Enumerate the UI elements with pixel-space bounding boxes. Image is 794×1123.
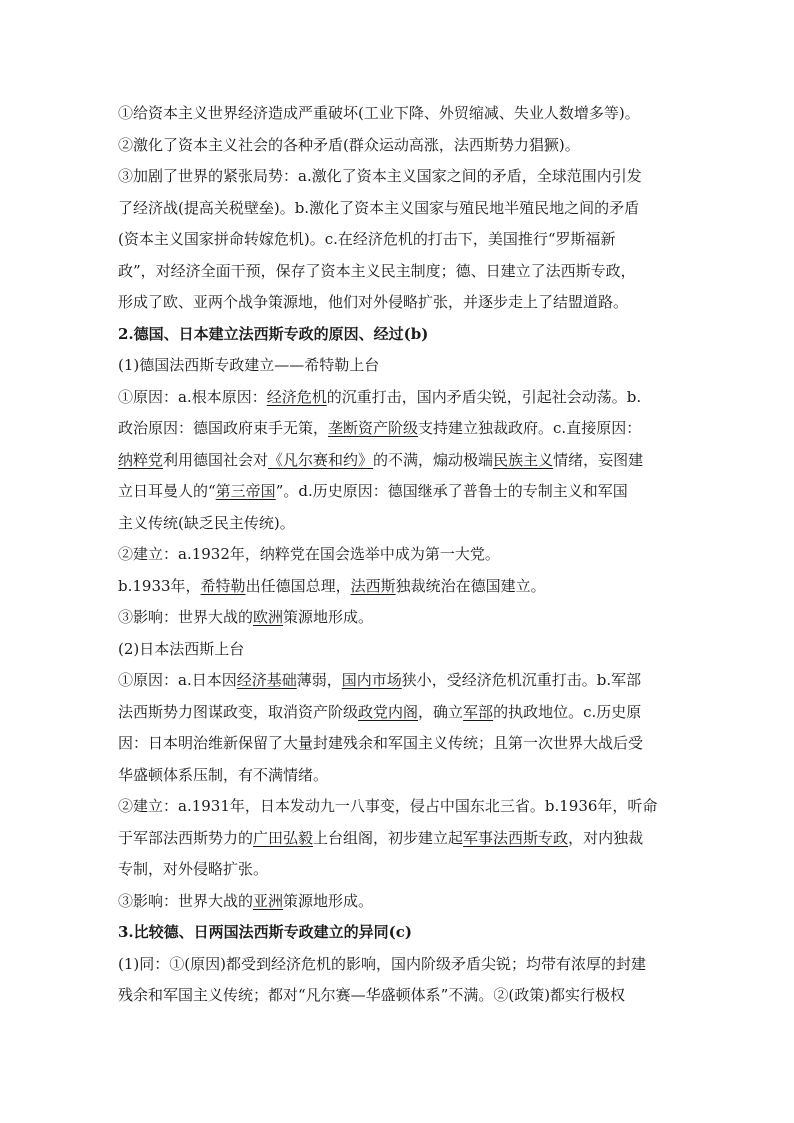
text-segment: 独裁统治在德国建立。 xyxy=(395,576,546,595)
text-segment: (资本主义国家拼命转嫁危机)。c.在经济危机的打击下，美国推行“罗斯福新 xyxy=(118,230,616,248)
text-line xyxy=(118,823,678,855)
text-segment: 专制，对外侵略扩张。 xyxy=(118,860,269,878)
underlined-term: 法西斯 xyxy=(350,576,396,595)
text-line xyxy=(118,665,678,697)
text-segment: 政治原因：德国政府束手无策， xyxy=(118,419,329,437)
underlined-term: 《凡尔赛和约》 xyxy=(268,450,374,469)
text-segment: ②激化了资本主义社会的各种矛盾(群众运动高涨，法西斯势力猖獗)。 xyxy=(118,135,580,154)
text-line xyxy=(118,382,678,414)
text-line xyxy=(118,854,678,886)
text-segment: b.1933年， xyxy=(118,576,201,595)
text-line xyxy=(118,697,678,729)
text-segment: 了经济战(提高关税壁垒)。b.激化了资本主义国家与殖民地半殖民地之间的矛盾 xyxy=(118,198,640,217)
text-segment: 利用德国社会对 xyxy=(163,450,269,469)
text-segment: 的执政地位。c.历史原 xyxy=(493,702,642,721)
text-segment: ”。d.历史原因：德国继承了普鲁士的专制主义和军国 xyxy=(275,482,628,500)
underlined-term: 欧洲 xyxy=(253,608,284,626)
text-segment: ③加剧了世界的紧张局势：a.激化了资本主义国家之间的矛盾，全球范围内引发 xyxy=(118,167,642,185)
underlined-term: 军部 xyxy=(463,702,494,721)
text-segment: ③影响：世界大战的 xyxy=(118,608,254,626)
underlined-term: 希特勒 xyxy=(200,576,246,595)
text-line xyxy=(118,508,678,540)
text-line xyxy=(118,571,678,603)
text-segment: 因：日本明治维新保留了大量封建残余和军国主义传统；且第一次世界大战后受 xyxy=(118,734,644,752)
text-segment: 出任德国总理， xyxy=(245,576,351,595)
text-segment: ①原因：a.根本原因： xyxy=(118,387,267,406)
text-line xyxy=(118,949,678,981)
underlined-term: 经济基础 xyxy=(236,671,297,689)
text-segment: 薄弱， xyxy=(296,671,342,689)
section-heading xyxy=(118,319,678,351)
text-line xyxy=(118,791,678,823)
underlined-term: 军事法西斯专政 xyxy=(463,828,569,847)
section-heading xyxy=(118,917,678,949)
text-segment: ②建立：a.1931年，日本发动九一八事变，侵占中国东北三省。b.1936年，听命 xyxy=(118,797,658,815)
text-line xyxy=(118,634,678,666)
document-body xyxy=(118,98,678,1012)
text-segment: ，确立 xyxy=(418,702,464,721)
underlined-term: 民族主义 xyxy=(493,450,554,469)
text-line xyxy=(118,256,678,288)
text-line xyxy=(118,98,678,130)
text-segment: 残余和军国主义传统；都对“凡尔赛—华盛顿体系”不满。②(政策)都实行极权 xyxy=(118,986,626,1004)
text-segment: 形成了欧、亚两个战争策源地，他们对外侵略扩张，并逐步走上了结盟道路。 xyxy=(118,293,629,311)
text-line xyxy=(118,602,678,634)
text-line xyxy=(118,413,678,445)
underlined-term: 广田弘毅 xyxy=(253,828,314,847)
text-line xyxy=(118,350,678,382)
text-segment: 的沉重打击，国内矛盾尖锐，引起社会动荡。b. xyxy=(326,387,642,406)
text-segment: ①原因：a.日本因 xyxy=(118,671,237,689)
underlined-term: 政党内阁 xyxy=(358,702,419,721)
text-segment: 政”，对经济全面干预，保存了资本主义民主制度；德、日建立了法西斯专政， xyxy=(118,261,636,280)
underlined-term: 纳粹党 xyxy=(118,450,164,469)
text-segment: 狭小，受经济危机沉重打击。b.军部 xyxy=(401,671,642,689)
text-segment: 2.德国、日本建立法西斯专政的原因、经过(b) xyxy=(118,324,429,343)
text-segment: (2)日本法西斯上台 xyxy=(118,639,245,658)
text-line xyxy=(118,539,678,571)
text-segment: 主义传统(缺乏民主传统)。 xyxy=(118,513,295,532)
text-segment: 法西斯势力图谋政变，取消资产阶级 xyxy=(118,702,359,721)
text-line xyxy=(118,980,678,1012)
text-line xyxy=(118,161,678,193)
text-segment: ，对内独裁 xyxy=(568,828,644,847)
underlined-term: 垄断资产阶级 xyxy=(328,419,419,437)
text-segment: 3.比较德、日两国法西斯专政建立的异同(c) xyxy=(118,923,412,941)
text-segment: 情绪，妄图建 xyxy=(553,450,644,469)
text-line xyxy=(118,760,678,792)
text-segment: 上台组阁，初步建立起 xyxy=(313,828,464,847)
text-line xyxy=(118,224,678,256)
text-line xyxy=(118,193,678,225)
text-segment: ③影响：世界大战的 xyxy=(118,891,254,910)
underlined-term: 第三帝国 xyxy=(215,482,276,500)
text-segment: (1)德国法西斯专政建立——希特勒上台 xyxy=(118,356,380,374)
text-line xyxy=(118,886,678,918)
text-segment: 于军部法西斯势力的 xyxy=(118,828,254,847)
underlined-term: 亚洲 xyxy=(253,891,284,910)
underlined-term: 经济危机 xyxy=(266,387,327,406)
text-line xyxy=(118,728,678,760)
underlined-term: 国内市场 xyxy=(341,671,402,689)
text-segment: 华盛顿体系压制，有不满情绪。 xyxy=(118,765,329,784)
text-line xyxy=(118,476,678,508)
text-segment: 立日耳曼人的“ xyxy=(118,482,216,500)
text-segment: (1)同：①(原因)都受到经济危机的影响，国内阶级矛盾尖锐；均带有浓厚的封建 xyxy=(118,954,646,973)
text-segment: 支持建立独裁政府。c.直接原因： xyxy=(418,419,642,437)
text-line xyxy=(118,130,678,162)
text-segment: 的不满，煽动极端 xyxy=(373,450,494,469)
text-segment: 策源地形成。 xyxy=(283,608,374,626)
text-segment: ①给资本主义世界经济造成严重破坏(工业下降、外贸缩减、失业人数增多等)。 xyxy=(118,104,640,122)
text-line xyxy=(118,287,678,319)
text-segment: 策源地形成。 xyxy=(283,891,374,910)
text-line xyxy=(118,445,678,477)
text-segment: ②建立：a.1932年，纳粹党在国会选举中成为第一大党。 xyxy=(118,545,500,563)
